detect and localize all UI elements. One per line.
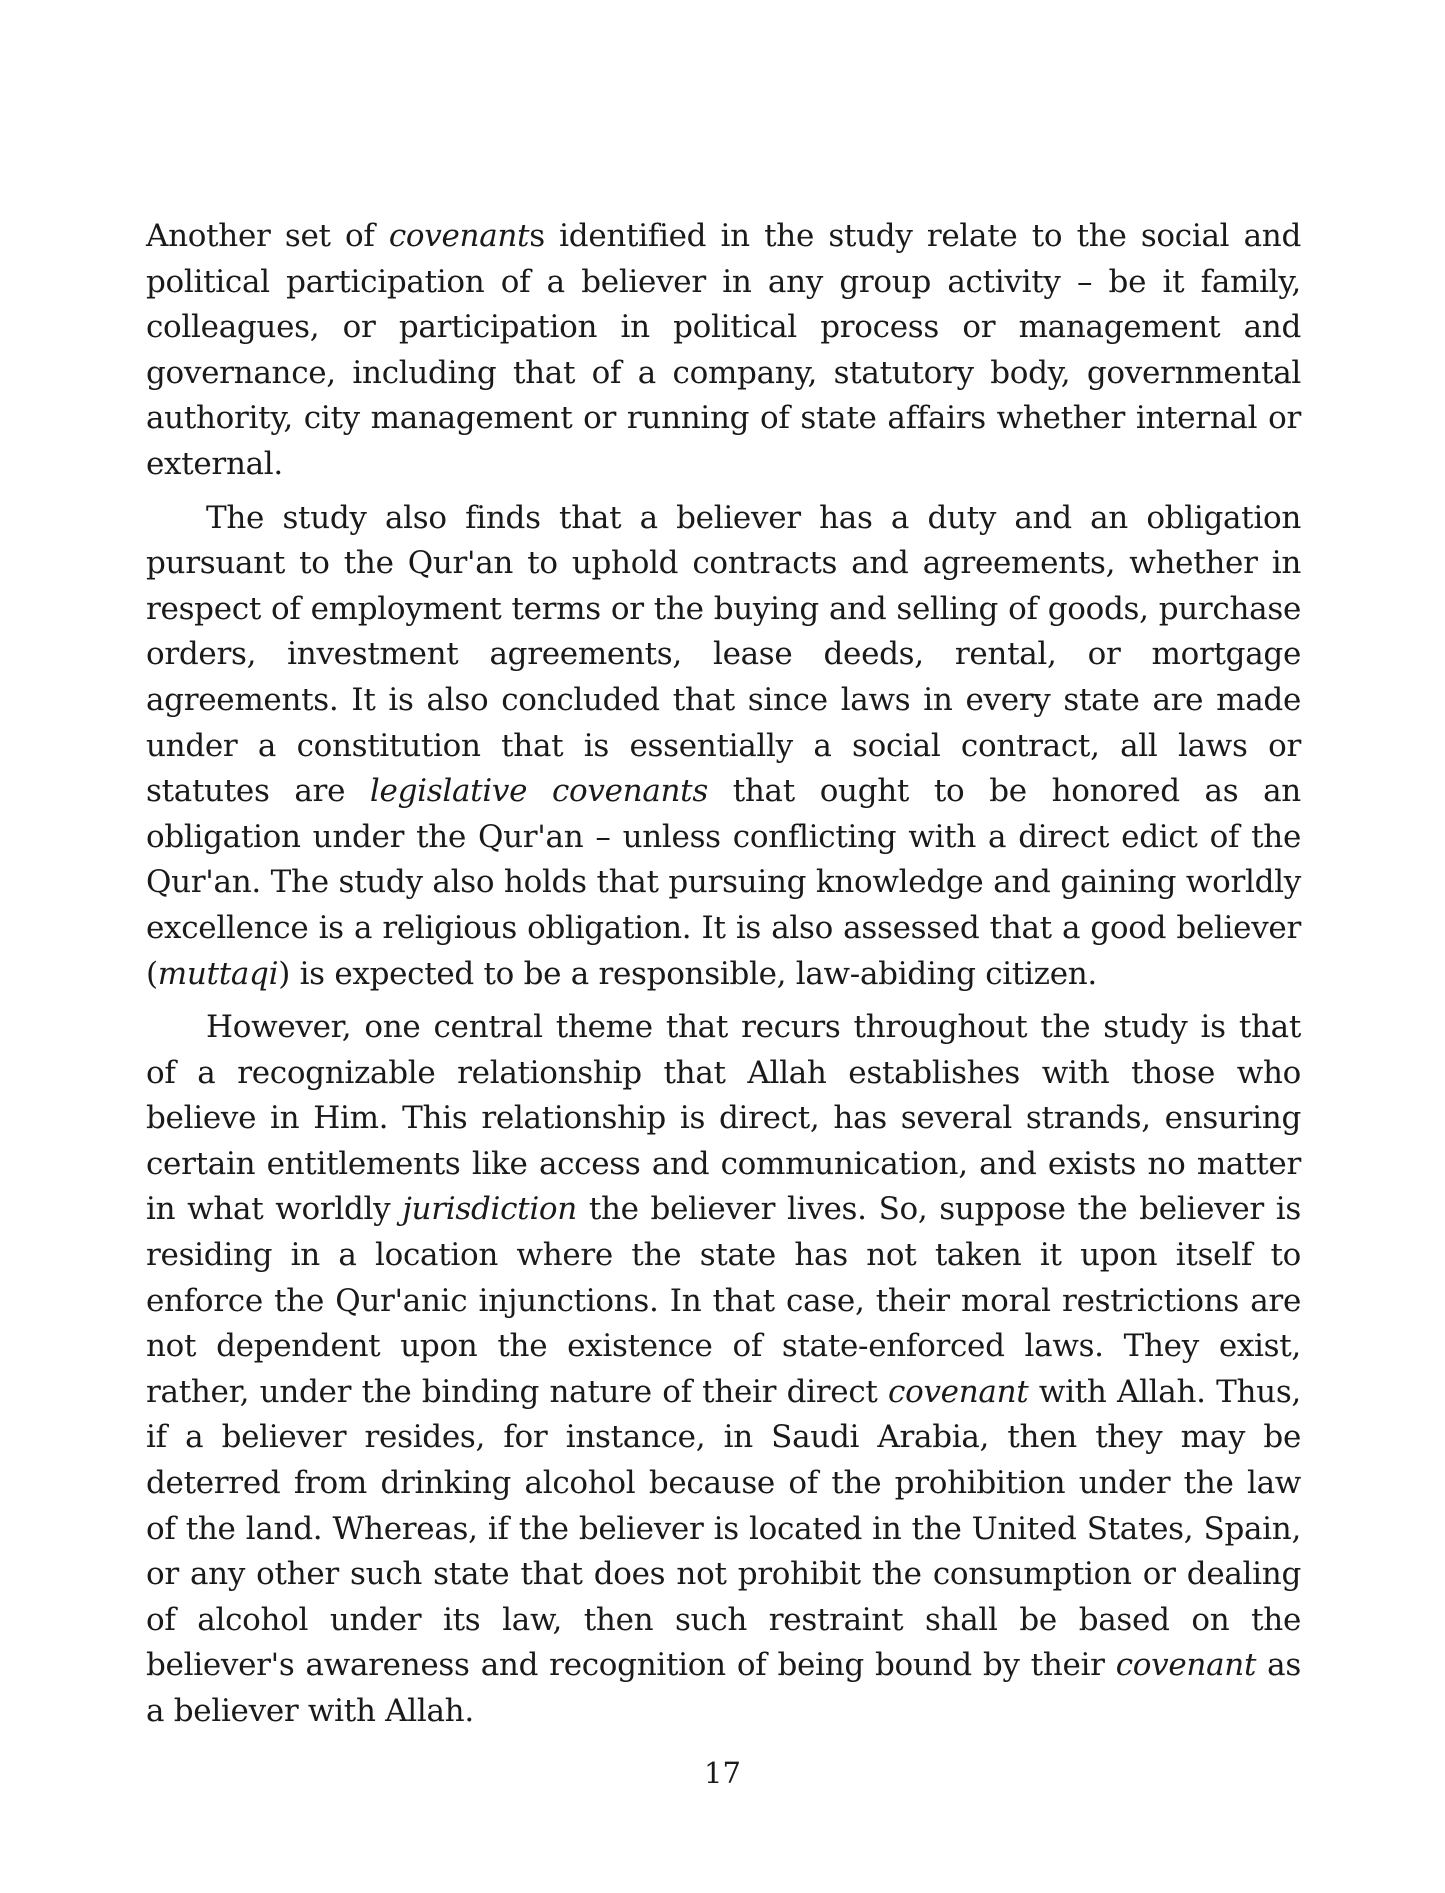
paragraph-1 xyxy=(146,214,1301,488)
text-span: ) is expected to be a responsible, law-abiding citizen. xyxy=(278,955,1097,992)
text-span: the believer lives. So, suppose the believer is residing in a location where the state has not taken it upon itself to enforce the Qur'anic injunctions. In that case, their moral restrictions are not dependent upon the existence of state-enforced laws. They exist, rather, under the binding nature of their direct xyxy=(146,1191,1301,1410)
text-span: Another set of xyxy=(146,218,389,254)
paragraph-3 xyxy=(146,1005,1301,1735)
text-span: The study also finds that a believer has a duty and an obligation pursuant to the Qur'an to uphold contracts and agreements, whether in respect of employment terms or the buying and selling of goods, purchase orders, investment agreements, lease deeds, rental, or mortgage agreements. It is also concluded that since laws in every state are made under a constitution that is essentially a social contract, all laws or statutes are xyxy=(146,499,1301,810)
italic-term: muttaqi xyxy=(157,955,279,992)
italic-term: covenant xyxy=(1115,1647,1257,1684)
body-text xyxy=(146,214,1301,1743)
page-number: 17 xyxy=(704,1756,741,1790)
text-span: with Allah. Thus, if a believer resides, for instance, in Saudi Arabia, then they may be deterred from drinking alcohol because of the prohibition under the law of the land. Whereas, if the believer is located in the United States, Spain, or any other such state that does not prohibit the consumption or dealing of alcohol under its law, then such restraint shall be based on the believer's awareness and recognition of being bound by their xyxy=(146,1373,1301,1684)
italic-term: covenant xyxy=(888,1373,1029,1410)
text-span: However, one central theme that recurs throughout the study is that of a recognizable relationship that Allah establishes with those who believe in Him. This relationship is direct, has several strands, ensuring certain entitlements like access and communication, and exists no matter in what worldly xyxy=(146,1009,1301,1228)
italic-term: covenant xyxy=(388,218,530,254)
text-span: s identified in the study relate to the social and political participation of a believer in any group activity – be it family, colleagues, or participation in political process or management and governance, including that of a company, statutory body, governmental authority, city management or running of state affairs whether internal or external. xyxy=(146,218,1301,482)
italic-term: legislative covenants xyxy=(369,773,708,810)
text-span: that ought to be honored as an obligation under the Qur'an – unless conflicting with a direct edict of the Qur'an. The study also holds that pursuing knowledge and gaining worldly excellence is a religious obligation. It is also assessed that a good believer ( xyxy=(146,773,1301,992)
text-span: as a believer with Allah. xyxy=(146,1647,1301,1729)
italic-term: jurisdiction xyxy=(402,1191,577,1228)
paragraph-2 xyxy=(146,496,1301,998)
